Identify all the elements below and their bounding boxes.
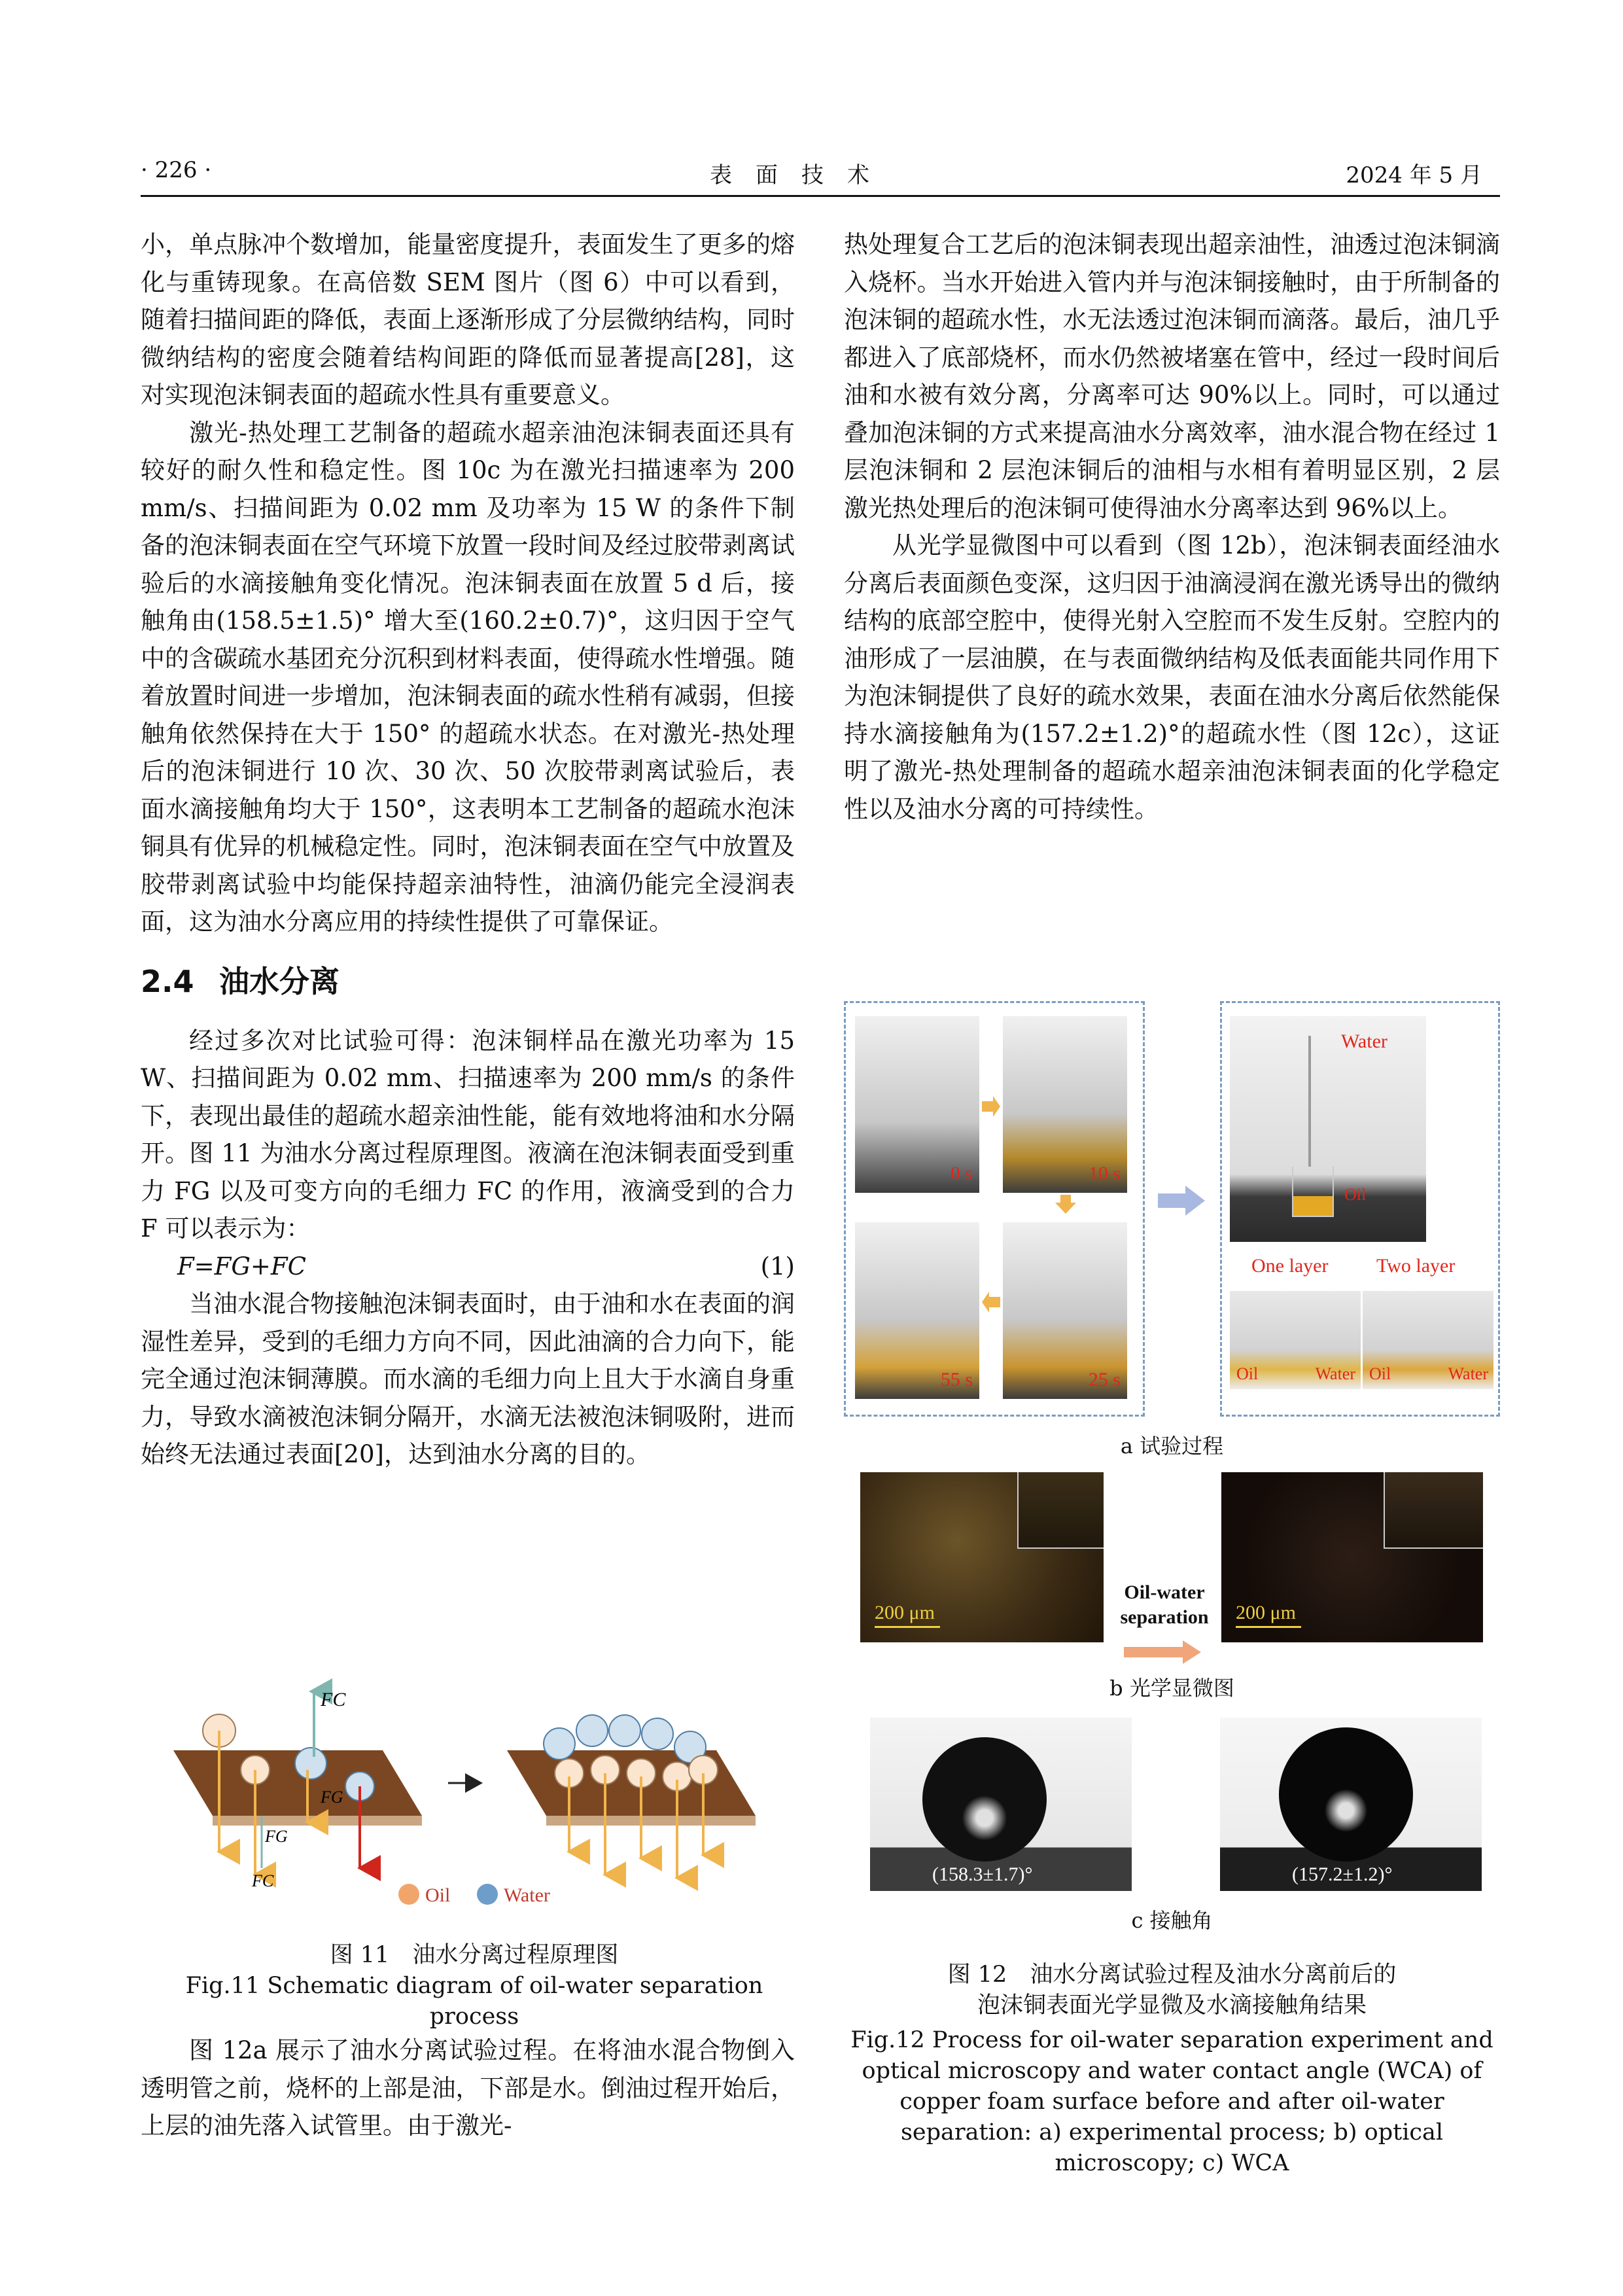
oil-label: Oil [1369,1364,1391,1383]
caption-en: Fig.11 Schematic diagram of oil-water separation process [185,1973,763,2030]
apparatus-photo [1230,1016,1426,1242]
subfigure-a-label: a 试验过程 [1120,1434,1224,1458]
oil-label: Oil [1344,1185,1367,1204]
sequence-arrows [846,1003,1147,1419]
experiment-sequence-panel [844,1001,1145,1417]
right-column [844,226,1500,828]
microscopy-before [860,1472,1104,1642]
water-droplet [576,1715,608,1746]
caption-en: Fig.12 Process for oil-water separation experiment and optical microscopy and water contact angle (WCA) of copper foam surface before and after oil-water separation: a) experimental process; b) optical microscopy; c) WCA [850,2027,1493,2176]
panel-arrow [1158,1184,1207,1217]
section-number: 2.4 [141,963,194,999]
caption-zh: 图 11 油水分离过程原理图 [330,1942,619,1968]
label-fg: FG [265,1827,288,1846]
figure-11-caption [141,1940,808,2032]
water-droplet [544,1728,575,1759]
wca-value: (158.3±1.7)° [932,1863,1033,1885]
paragraph: 图 12a 展示了油水分离试验过程。在将油水混合物倒入透明管之前，烧杯的上部是油，下部是水。倒油过程开始后，上层的油先落入试管里。由于激光- [141,2036,795,2140]
paragraph: 从光学显微图中可以看到（图 12b），泡沫铜表面经油水分离后表面颜色变深，这归因于油滴浸润在激光诱导出的微纳结构的底部空腔中，使得光射入空腔而不发生反射。空腔内的油形成了一层油膜，在与表面微纳结构及低表面能共同作用下为泡沫铜提供了良好的疏水效果，表面在油水分离后依然能保持水滴接触角为(157.2±1.2)°的超疏水性（图 12c），这证明了激光-热处理制备的超疏水超亲油泡沫铜表面的化学稳定性以及油水分离的可持续性。 [844,531,1500,823]
two-layer-photo [1363,1291,1493,1389]
one-layer-label: One layer [1251,1255,1329,1277]
left-column-tail [141,2032,795,2145]
scale-bar-label: 200 μm [875,1602,935,1623]
label-fc: FC [252,1871,274,1890]
equation-body: F=FG+FC [177,1252,306,1280]
caption-zh: 图 12 油水分离试验过程及油水分离前后的 [947,1962,1397,1988]
paragraph: 当油水混合物接触泡沫铜表面时，由于油和水在表面的润湿性差异，受到的毛细力方向不同，因此油滴的合力向下，能完全通过泡沫铜薄膜。而水滴的毛细力向上且大于水滴自身重力，导致水滴被泡沫铜分隔开，水滴无法被泡沫铜吸附，进而始终无法通过表面[20]，达到油水分离的目的。 [141,1290,795,1468]
running-header [0,0,1623,209]
figure-12-caption [844,1960,1500,2179]
equation-number: (1) [760,1252,795,1280]
arrow-down [1055,1195,1076,1214]
oil-label: Oil [1236,1364,1259,1383]
issue-date: 2024 年 5 月 [1346,162,1482,188]
left-column [141,226,795,1474]
water-droplet [642,1718,673,1750]
legend-water: Water [504,1884,550,1906]
section-heading [141,955,795,1008]
subfigure-b-label: b 光学显微图 [1109,1676,1234,1701]
oil-legend-swatch [398,1884,419,1905]
water-label: Water [1315,1364,1355,1383]
wca-value: (157.2±1.2)° [1292,1863,1393,1885]
water-droplet [609,1715,640,1746]
wca-before [870,1718,1132,1891]
oil-water-schematic [141,1678,808,1920]
water-label: Water [1448,1364,1488,1383]
water-droplet [295,1748,326,1779]
time-label: 10 s [1088,1163,1121,1184]
label-fg: FG [321,1788,343,1807]
equation [141,1248,795,1286]
two-layer-label: Two layer [1376,1255,1456,1277]
microscopy-after [1221,1472,1483,1642]
paragraph: 经过多次对比试验可得：泡沫铜样品在激光功率为 15 W、扫描间距为 0.02 mm、扫描速率为 200 mm/s 的条件下，表现出最佳的超疏水超亲油性能，能有效地将油和水分隔开。图 11 为油水分离过程原理图。液滴在泡沫铜表面受到重力 FG 以及可变方向的毛细力 FC 的作用，液滴受到的合力 F 可以表示为： [141,1026,795,1243]
separation-arrow [1124,1639,1202,1665]
page-number: · 226 · [141,157,212,183]
time-label: 0 s [950,1163,973,1184]
separation-result-panel [1220,1001,1500,1417]
figure-11-schematic [141,1678,808,1920]
wca-after [1220,1718,1482,1891]
scale-bar-label: 200 μm [1236,1602,1296,1623]
section-title: 油水分离 [219,963,340,999]
separation-arrow-label: Oil-water separation [1120,1581,1209,1628]
label-fc: FC [321,1689,346,1710]
journal-title: 表面技术 [710,162,893,188]
caption-zh: 泡沫铜表面光学显微及水滴接触角结果 [977,1992,1367,2019]
paragraph: 小，单点脉冲个数增加，能量密度提升，表面发生了更多的熔化与重铸现象。在高倍数 SEM 图片（图 6）中可以看到，随着扫描间距的降低，表面上逐渐形成了分层微纳结构，同时微纳结构的密度会随着结构间距的降低而显著提高[28]，这对实现泡沫铜表面的超疏水性具有重要意义。 [141,230,795,409]
time-label: 55 s [940,1369,973,1390]
one-layer-photo [1230,1291,1361,1389]
paragraph: 激光-热处理工艺制备的超疏水超亲油泡沫铜表面还具有较好的耐久性和稳定性。图 10c 为在激光扫描速率为 200 mm/s、扫描间距为 0.02 mm 及功率为 15 W 的条件下制备的泡沫铜表面在空气环境下放置一段时间及经过胶带剥离试验后的水滴接触角变化情况。泡沫铜表面在放置 5 d 后，接触角由(158.5±1.5)° 增大至(160.2±0.7)°，这归因于空气中的含碳疏水基团充分沉积到材料表面，使得疏水性增强。随着放置时间进一步增加，泡沫铜表面的疏水性稍有减弱，但接触角依然保持在大于 150° 的超疏水状态。在对激光-热处理后的泡沫铜进行 10 次、30 次、50 次胶带剥离试验后，表面水滴接触角均大于 150°，这表明本工艺制备的超疏水泡沫铜具有优异的机械稳定性。同时，泡沫铜表面在空气中放置及胶带剥离试验中均能保持超亲油特性，油滴仍能完全浸润表面，这为油水分离应用的持续性提供了可靠保证。 [141,418,795,936]
subfigure-c-label: c 接触角 [1131,1908,1213,1933]
arrow-right [982,1096,1000,1117]
water-label: Water [1341,1031,1387,1052]
time-label: 25 s [1088,1369,1121,1390]
arrow-left [982,1292,1000,1313]
water-legend-swatch [477,1884,498,1905]
paragraph: 热处理复合工艺后的泡沫铜表现出超亲油性，油透过泡沫铜滴入烧杯。当水开始进入管内并与泡沫铜接触时，由于所制备的泡沫铜的超疏水性，水无法透过泡沫铜而滴落。最后，油几乎都进入了底部烧杯，而水仍然被堵塞在管中，经过一段时间后油和水被有效分离，分离率可达 90%以上。同时，可以通过叠加泡沫铜的方式来提高油水分离效率，油水混合物在经过 1 层泡沫铜和 2 层泡沫铜后的油相与水相有着明显区别，2 层激光热处理后的泡沫铜可使得油水分离率达到 96%以上。 [844,230,1500,522]
legend-oil: Oil [425,1884,451,1906]
header-rule [141,195,1500,197]
